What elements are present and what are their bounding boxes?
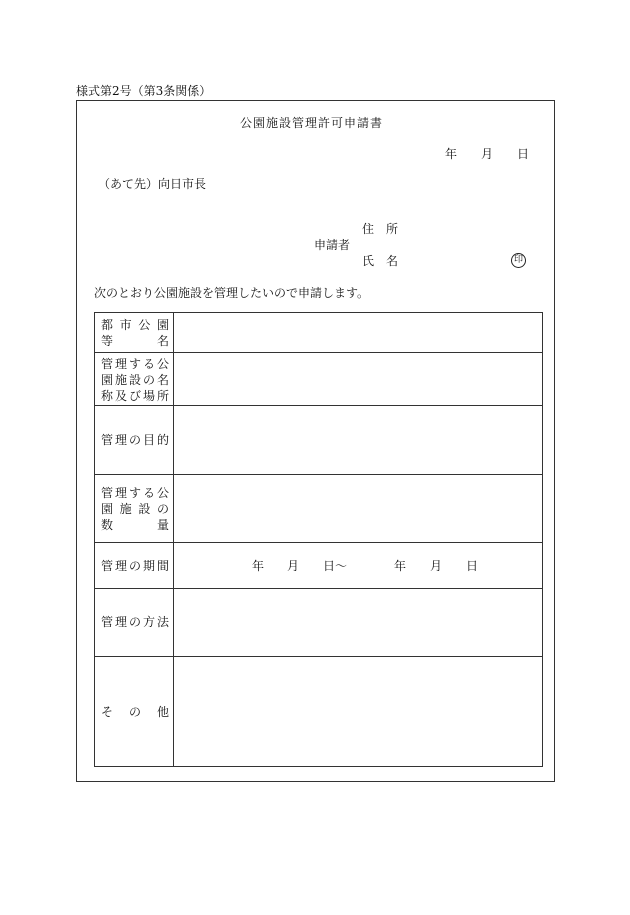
date-month: 月 — [481, 147, 494, 161]
address-label-2: 所 — [386, 222, 399, 236]
form-number: 様式第2号（第3条関係） — [76, 84, 212, 98]
address-label-1: 住 — [362, 222, 375, 236]
value-facility-quantity[interactable] — [174, 475, 543, 542]
name-label-1: 氏 — [362, 254, 375, 268]
date-year: 年 — [445, 147, 458, 161]
period-end-day[interactable]: 日 — [466, 559, 479, 573]
addressee: （あて先）向日市長 — [98, 177, 207, 191]
statement: 次のとおり公園施設を管理したいので申請します。 — [94, 286, 370, 300]
application-table — [94, 312, 543, 767]
name-label-2: 名 — [386, 254, 399, 268]
label-other: そ の 他 — [101, 705, 169, 719]
label-purpose: 管 理 の 目 的 — [101, 433, 169, 447]
seal-mark: 印 — [511, 253, 526, 268]
value-purpose[interactable] — [174, 406, 543, 474]
period-end-year[interactable]: 年 — [394, 559, 407, 573]
date-day: 日 — [517, 147, 530, 161]
period-start-year[interactable]: 年 — [252, 559, 265, 573]
value-other[interactable] — [174, 657, 543, 766]
value-facility-name-location[interactable] — [174, 353, 543, 405]
label-period: 管 理 の 期 間 — [101, 559, 169, 573]
label-method: 管 理 の 方 法 — [101, 615, 169, 629]
period-end-month[interactable]: 月 — [430, 559, 443, 573]
period-start-month[interactable]: 月 — [287, 559, 300, 573]
label-facility-name-location: 管 理 す る 公 園 施 設 の 名 称 及 び 場 所 — [101, 357, 169, 403]
label-facility-quantity: 管 理 す る 公 園 施 設 の 数 量 — [101, 486, 169, 532]
period-start-day[interactable]: 日〜 — [323, 559, 348, 573]
applicant-label: 申請者 — [314, 238, 351, 252]
form-title: 公園施設管理許可申請書 — [240, 116, 384, 130]
value-method[interactable] — [174, 589, 543, 656]
value-park-name[interactable] — [174, 313, 543, 352]
label-park-name: 都 市 公 園 等 名 — [101, 318, 169, 348]
row-divider — [95, 542, 542, 543]
